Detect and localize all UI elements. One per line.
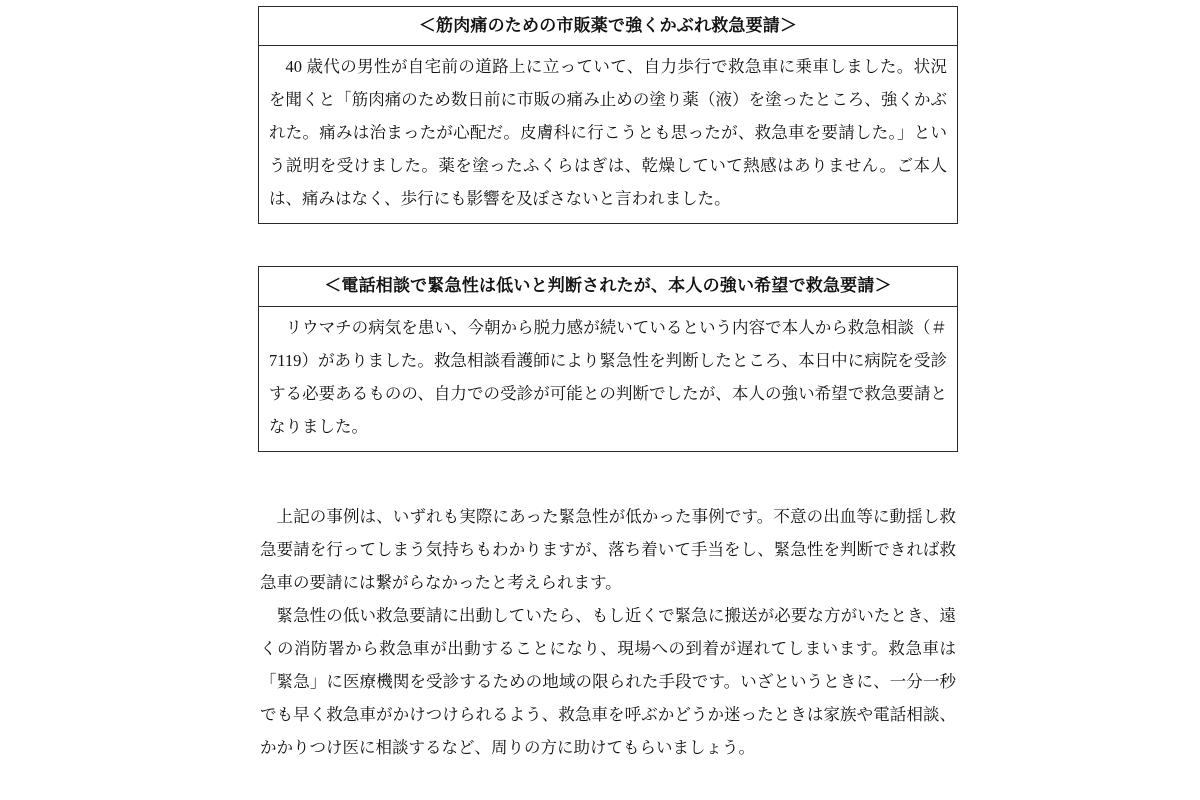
case-title-1: ＜筋肉痛のための市販薬で強くかぶれ救急要請＞ xyxy=(259,7,957,46)
case-box-1 xyxy=(258,6,958,224)
closing-section xyxy=(258,500,958,764)
case-paragraph-2: リウマチの病気を患い、今朝から脱力感が続いているという内容で本人から救急相談（＃7119）がありました。救急相談看護師により緊急性を判断したところ、本日中に病院を受診する必要あるものの、自力での受診が可能との判断でしたが、本人の強い希望で救急要請となりました。 xyxy=(269,317,947,436)
spacer-before-closing xyxy=(258,452,958,500)
closing-paragraph-1: 上記の事例は、いずれも実際にあった緊急性が低かった事例です。不意の出血等に動揺し救急要請を行ってしまう気持ちもわかりますが、落ち着いて手当をし、緊急性を判断できれば救急車の要請には繋がらなかったと考えられます。 xyxy=(260,506,956,592)
case-box-2 xyxy=(258,266,958,451)
spacer-between-cases xyxy=(258,224,958,266)
closing-paragraph-2: 緊急性の低い救急要請に出動していたら、もし近くで緊急に搬送が必要な方がいたとき、遠くの消防署から救急車が出動することになり、現場への到着が遅れてしまいます。救急車は「緊急」に医療機関を受診するための地域の限られた手段です。いざというときに、一分一秒でも早く救急車がかけつけられるよう、救急車を呼ぶかどうか迷ったときは家族や電話相談、かかりつけ医に相談するなど、周りの方に助けてもらいましょう。 xyxy=(260,605,957,757)
case-body-1 xyxy=(259,46,957,223)
case-body-2 xyxy=(259,307,957,451)
case-paragraph-1: 40 歳代の男性が自宅前の道路上に立っていて、自力歩行で救急車に乗車しました。状況を聞くと「筋肉痛のため数日前に市販の痛み止めの塗り薬（液）を塗ったところ、強くかぶれた。痛みは治まったが心配だ。皮膚科に行こうとも思ったが、救急車を要請した。」という説明を受けました。薬を塗ったふくらはぎは、乾燥していて熱感はありません。ご本人は、痛みはなく、歩行にも影響を及ぼさないと言われました。 xyxy=(269,57,947,209)
case-title-2: ＜電話相談で緊急性は低いと判断されたが、本人の強い希望で救急要請＞ xyxy=(259,267,957,306)
document-content xyxy=(258,6,958,764)
